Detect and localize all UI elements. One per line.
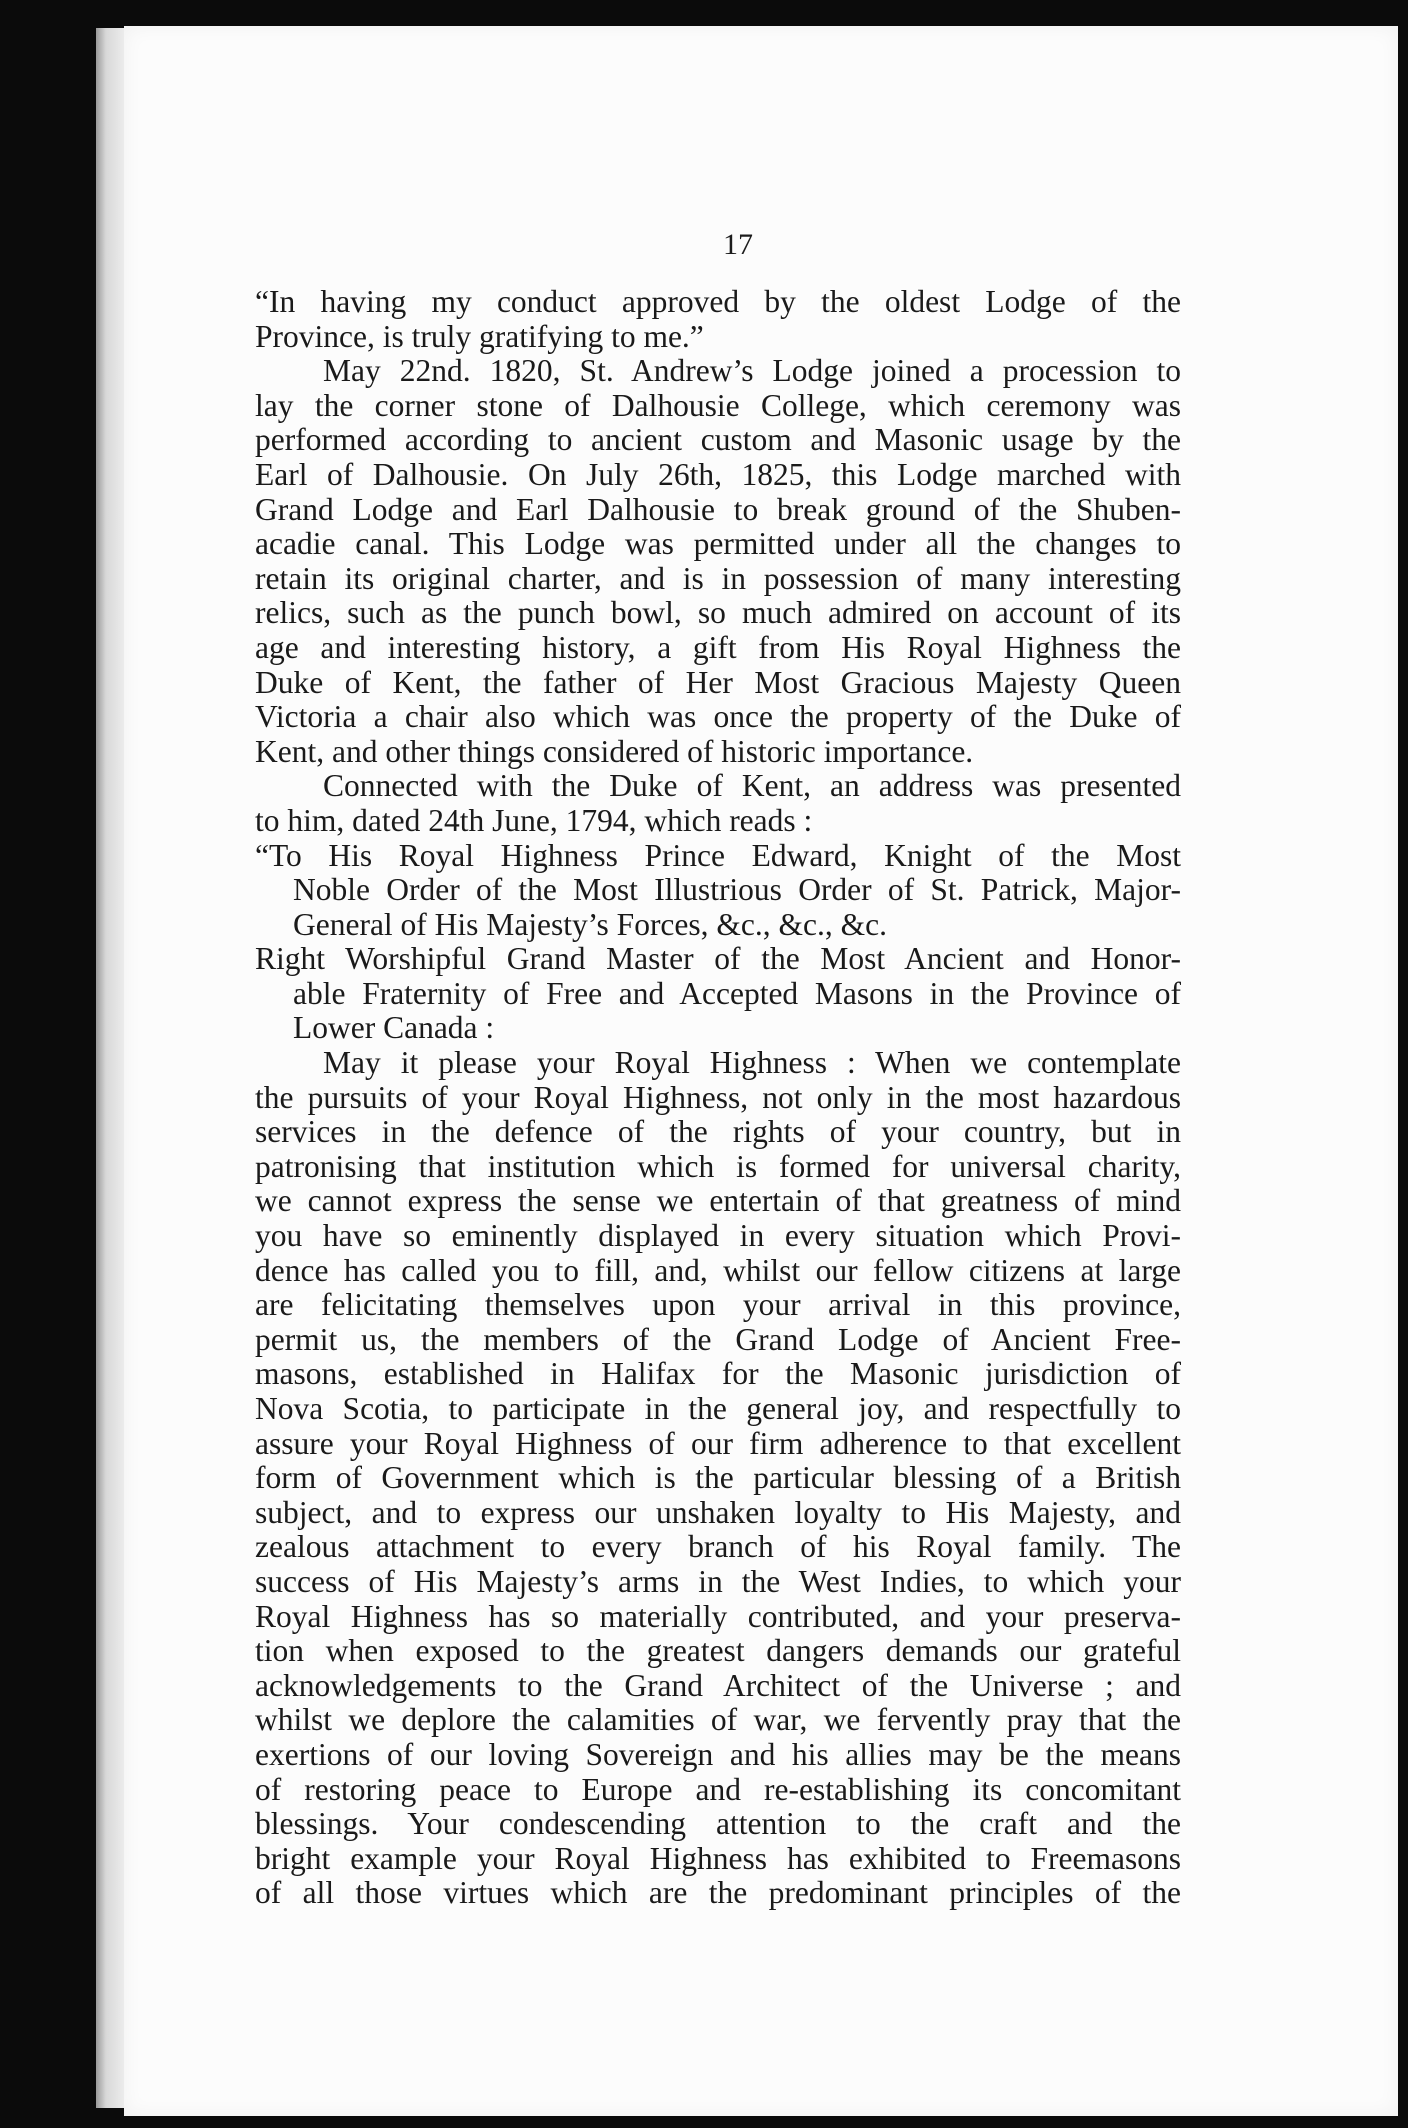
text-line: retain its original charter, and is in possession of many interesting bbox=[255, 561, 1181, 596]
text-line: bright example your Royal Highness has exhibited to Freemasons bbox=[255, 1841, 1181, 1876]
text-line: are felicitating themselves upon your arrival in this province, bbox=[255, 1288, 1181, 1323]
text-line: May 22nd. 1820, St. Andrew’s Lodge joined a procession to bbox=[323, 354, 1181, 389]
page-number: 17 bbox=[723, 228, 753, 261]
text-line: subject, and to express our unshaken loyalty to His Majesty, and bbox=[255, 1495, 1181, 1530]
text-line: to him, dated 24th June, 1794, which reads : bbox=[255, 803, 813, 838]
text-line: the pursuits of your Royal Highness, not only in the most hazardous bbox=[255, 1080, 1181, 1115]
text-line: of restoring peace to Europe and re-establishing its concomitant bbox=[255, 1772, 1181, 1807]
text-line: assure your Royal Highness of our firm adherence to that excellent bbox=[255, 1426, 1181, 1461]
text-line: Connected with the Duke of Kent, an address was presented bbox=[323, 769, 1181, 804]
text-line: blessings. Your condescending attention to the craft and the bbox=[255, 1807, 1181, 1842]
text-line: “To His Royal Highness Prince Edward, Knight of the Most bbox=[255, 838, 1181, 873]
text-line: Kent, and other things considered of historic importance. bbox=[255, 734, 974, 769]
text-line: permit us, the members of the Grand Lodge of Ancient Free- bbox=[255, 1322, 1181, 1357]
text-line: dence has called you to fill, and, whilst our fellow citizens at large bbox=[255, 1253, 1181, 1288]
text-line: acadie canal. This Lodge was permitted under all the changes to bbox=[255, 527, 1181, 562]
text-line: General of His Majesty’s Forces, &c., &c., &c. bbox=[293, 907, 887, 942]
text-line: able Fraternity of Free and Accepted Masons in the Province of bbox=[293, 976, 1181, 1011]
text-line: age and interesting history, a gift from His Royal Highness the bbox=[255, 630, 1181, 665]
text-line: performed according to ancient custom and Masonic usage by the bbox=[255, 423, 1181, 458]
text-line: tion when exposed to the greatest dangers demands our grateful bbox=[255, 1634, 1181, 1669]
text-line: Nova Scotia, to participate in the general joy, and respectfully to bbox=[255, 1392, 1181, 1426]
text-line: whilst we deplore the calamities of war, we fervently pray that the bbox=[255, 1703, 1181, 1738]
text-line: “In having my conduct approved by the oldest Lodge of the bbox=[255, 285, 1181, 319]
text-line: you have so eminently displayed in every situation which Provi- bbox=[255, 1219, 1181, 1254]
text-line: exertions of our loving Sovereign and his allies may be the means bbox=[255, 1737, 1181, 1772]
text-line: masons, established in Halifax for the Masonic jurisdiction of bbox=[255, 1357, 1181, 1392]
text-line: Lower Canada : bbox=[293, 1011, 495, 1046]
text-line: we cannot express the sense we entertain of that greatness of mind bbox=[255, 1184, 1181, 1219]
text-line: Duke of Kent, the father of Her Most Gracious Majesty Queen bbox=[255, 665, 1181, 700]
text-line: Province, is truly gratifying to me.” bbox=[255, 319, 704, 354]
text-line: form of Government which is the particular blessing of a British bbox=[255, 1461, 1181, 1496]
text-line: success of His Majesty’s arms in the West Indies, to which your bbox=[255, 1564, 1181, 1599]
text-line: zealous attachment to every branch of his Royal family. The bbox=[255, 1530, 1181, 1565]
text-line: Victoria a chair also which was once the property of the Duke of bbox=[255, 700, 1181, 735]
text-line: patronising that institution which is formed for universal charity, bbox=[255, 1149, 1181, 1184]
text-line: Earl of Dalhousie. On July 26th, 1825, this Lodge marched with bbox=[255, 457, 1181, 492]
text-line: relics, such as the punch bowl, so much admired on account of its bbox=[255, 596, 1181, 631]
text-line: lay the corner stone of Dalhousie College, which ceremony was bbox=[255, 388, 1181, 423]
text-line: Right Worshipful Grand Master of the Most Ancient and Honor- bbox=[255, 942, 1181, 977]
body-text bbox=[255, 285, 1181, 1911]
text-line: Royal Highness has so materially contributed, and your preserva- bbox=[255, 1599, 1181, 1634]
text-line: of all those virtues which are the predominant principles of the bbox=[255, 1876, 1181, 1911]
text-line: services in the defence of the rights of your country, but in bbox=[255, 1115, 1181, 1150]
text-line: Grand Lodge and Earl Dalhousie to break ground of the Shuben- bbox=[255, 492, 1181, 527]
text-line: acknowledgements to the Grand Architect of the Universe ; and bbox=[255, 1668, 1181, 1703]
text-line: Noble Order of the Most Illustrious Order of St. Patrick, Major- bbox=[293, 873, 1181, 908]
text-line: May it please your Royal Highness : When we contemplate bbox=[323, 1046, 1181, 1081]
